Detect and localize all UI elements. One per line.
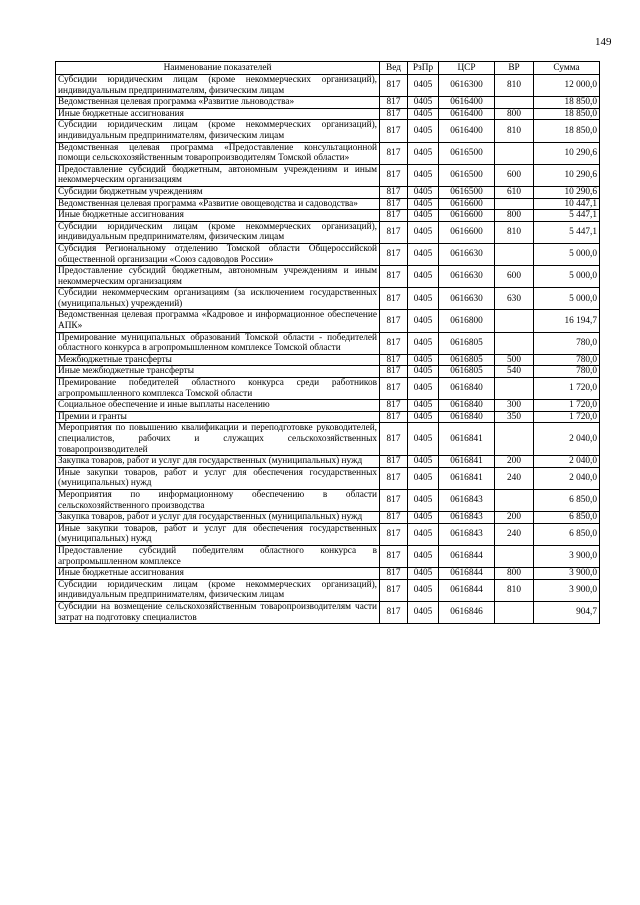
table-header-row: [56, 62, 600, 75]
row-ved: 817: [380, 198, 408, 210]
table-row: [56, 512, 600, 524]
row-csr: 0616805: [439, 354, 495, 366]
row-ved: 817: [380, 310, 408, 332]
row-ved: 817: [380, 400, 408, 412]
table-row: [56, 108, 600, 120]
row-vr: 800: [495, 568, 534, 580]
row-rzpr: 0405: [408, 601, 439, 623]
row-sum: 18 850,0: [534, 108, 600, 120]
row-rzpr: 0405: [408, 523, 439, 545]
table-row: [56, 332, 600, 354]
row-rzpr: 0405: [408, 186, 439, 198]
row-csr: 0616500: [439, 142, 495, 164]
row-name: Ведомственная целевая программа «Предоставление консультационной помощи сельскохозяйственным товаропроизводителям Томской области»: [56, 142, 380, 164]
row-vr: [495, 332, 534, 354]
row-csr: 0616844: [439, 545, 495, 567]
row-csr: 0616600: [439, 210, 495, 222]
row-rzpr: 0405: [408, 568, 439, 580]
row-name: Ведомственная целевая программа «Развитие овощеводства и садоводства»: [56, 198, 380, 210]
row-sum: 2 040,0: [534, 467, 600, 489]
row-ved: 817: [380, 288, 408, 310]
table-row: [56, 310, 600, 332]
row-sum: 1 720,0: [534, 378, 600, 400]
table-row: [56, 243, 600, 265]
row-vr: [495, 378, 534, 400]
table-row: [56, 221, 600, 243]
row-ved: 817: [380, 601, 408, 623]
row-vr: 800: [495, 108, 534, 120]
table-row: [56, 601, 600, 623]
row-vr: [495, 97, 534, 109]
header-ved: Вед: [380, 62, 408, 75]
table-row: [56, 354, 600, 366]
table-row: [56, 456, 600, 468]
table-row: [56, 523, 600, 545]
row-vr: [495, 601, 534, 623]
row-sum: 780,0: [534, 354, 600, 366]
row-rzpr: 0405: [408, 366, 439, 378]
row-name: Иные бюджетные ассигнования: [56, 210, 380, 222]
table-row: [56, 423, 600, 456]
row-rzpr: 0405: [408, 354, 439, 366]
header-name: Наименование показателей: [56, 62, 380, 75]
row-vr: [495, 243, 534, 265]
row-csr: 0616846: [439, 601, 495, 623]
row-sum: 3 900,0: [534, 579, 600, 601]
row-ved: 817: [380, 108, 408, 120]
row-csr: 0616600: [439, 221, 495, 243]
row-vr: [495, 310, 534, 332]
row-sum: 5 000,0: [534, 243, 600, 265]
row-rzpr: 0405: [408, 579, 439, 601]
row-vr: 200: [495, 512, 534, 524]
row-rzpr: 0405: [408, 164, 439, 186]
row-csr: 0616630: [439, 288, 495, 310]
row-name: Социальное обеспечение и иные выплаты населению: [56, 400, 380, 412]
row-name: Предоставление субсидий бюджетным, автономным учреждениям и иным некоммерческим организациям: [56, 164, 380, 186]
table-row: [56, 411, 600, 423]
row-rzpr: 0405: [408, 97, 439, 109]
row-sum: 12 000,0: [534, 75, 600, 97]
row-sum: 5 000,0: [534, 288, 600, 310]
row-ved: 817: [380, 221, 408, 243]
row-name: Иные закупки товаров, работ и услуг для обеспечения государственных (муниципальных) нужд: [56, 523, 380, 545]
row-ved: 817: [380, 332, 408, 354]
row-name: Субсидии некоммерческим организациям (за исключением государственных (муниципальных) учреждений): [56, 288, 380, 310]
row-ved: 817: [380, 378, 408, 400]
row-sum: 18 850,0: [534, 120, 600, 142]
row-vr: 600: [495, 266, 534, 288]
row-ved: 817: [380, 489, 408, 511]
row-csr: 0616805: [439, 366, 495, 378]
row-rzpr: 0405: [408, 75, 439, 97]
row-sum: 5 447,1: [534, 210, 600, 222]
row-csr: 0616843: [439, 489, 495, 511]
table-row: [56, 400, 600, 412]
row-name: Субсидии на возмещение сельскохозяйственным товаропроизводителям части затрат на подготовку специалистов: [56, 601, 380, 623]
row-rzpr: 0405: [408, 120, 439, 142]
row-name: Премирование муниципальных образований Томской области - победителей областного конкурса в агропромышленном комплексе Томской области: [56, 332, 380, 354]
row-name: Субсидии юридическим лицам (кроме некоммерческих организаций), индивидуальным предпринимателям, физическим лицам: [56, 75, 380, 97]
row-ved: 817: [380, 186, 408, 198]
row-csr: 0616843: [439, 523, 495, 545]
row-ved: 817: [380, 579, 408, 601]
row-ved: 817: [380, 164, 408, 186]
header-rzpr: РзПр: [408, 62, 439, 75]
row-ved: 817: [380, 423, 408, 456]
row-vr: [495, 423, 534, 456]
row-rzpr: 0405: [408, 400, 439, 412]
row-rzpr: 0405: [408, 108, 439, 120]
row-name: Субсидии юридическим лицам (кроме некоммерческих организаций), индивидуальным предпринимателям, физическим лицам: [56, 221, 380, 243]
row-name: Субсидии бюджетным учреждениям: [56, 186, 380, 198]
row-sum: 6 850,0: [534, 512, 600, 524]
row-name: Закупка товаров, работ и услуг для государственных (муниципальных) нужд: [56, 512, 380, 524]
row-csr: 0616300: [439, 75, 495, 97]
row-vr: 800: [495, 210, 534, 222]
table-row: [56, 545, 600, 567]
table-row: [56, 378, 600, 400]
row-rzpr: 0405: [408, 467, 439, 489]
row-csr: 0616843: [439, 512, 495, 524]
row-rzpr: 0405: [408, 266, 439, 288]
row-ved: 817: [380, 97, 408, 109]
table-row: [56, 120, 600, 142]
table-row: [56, 489, 600, 511]
row-vr: 810: [495, 579, 534, 601]
row-csr: 0616800: [439, 310, 495, 332]
row-vr: 500: [495, 354, 534, 366]
row-ved: 817: [380, 120, 408, 142]
row-vr: [495, 545, 534, 567]
row-sum: 10 447,1: [534, 198, 600, 210]
row-sum: 10 290,6: [534, 164, 600, 186]
row-rzpr: 0405: [408, 378, 439, 400]
row-ved: 817: [380, 243, 408, 265]
row-vr: 600: [495, 164, 534, 186]
row-rzpr: 0405: [408, 423, 439, 456]
row-name: Мероприятия по информационному обеспечению в области сельскохозяйственного производства: [56, 489, 380, 511]
row-sum: 5 000,0: [534, 266, 600, 288]
row-csr: 0616630: [439, 243, 495, 265]
row-csr: 0616841: [439, 467, 495, 489]
row-name: Ведомственная целевая программа «Развитие льноводства»: [56, 97, 380, 109]
row-csr: 0616841: [439, 423, 495, 456]
row-vr: 810: [495, 120, 534, 142]
row-rzpr: 0405: [408, 545, 439, 567]
row-csr: 0616400: [439, 108, 495, 120]
row-rzpr: 0405: [408, 198, 439, 210]
row-name: Премирование победителей областного конкурса среди работников агропромышленного комплекса Томской области: [56, 378, 380, 400]
row-sum: 6 850,0: [534, 489, 600, 511]
row-name: Предоставление субсидий победителям областного конкурса в агропромышленном комплексе: [56, 545, 380, 567]
table-row: [56, 198, 600, 210]
row-rzpr: 0405: [408, 332, 439, 354]
row-vr: [495, 142, 534, 164]
row-sum: 780,0: [534, 332, 600, 354]
table-row: [56, 568, 600, 580]
row-name: Иные межбюджетные трансферты: [56, 366, 380, 378]
row-csr: 0616844: [439, 568, 495, 580]
row-sum: 904,7: [534, 601, 600, 623]
row-ved: 817: [380, 411, 408, 423]
row-name: Иные бюджетные ассигнования: [56, 108, 380, 120]
row-vr: [495, 489, 534, 511]
table-row: [56, 366, 600, 378]
table-row: [56, 288, 600, 310]
row-sum: 18 850,0: [534, 97, 600, 109]
row-sum: 5 447,1: [534, 221, 600, 243]
row-rzpr: 0405: [408, 489, 439, 511]
row-sum: 780,0: [534, 366, 600, 378]
row-ved: 817: [380, 142, 408, 164]
row-csr: 0616844: [439, 579, 495, 601]
row-name: Ведомственная целевая программа «Кадровое и информационное обеспечение АПК»: [56, 310, 380, 332]
row-sum: 3 900,0: [534, 545, 600, 567]
row-name: Предоставление субсидий бюджетным, автономным учреждениям и иным некоммерческим организациям: [56, 266, 380, 288]
row-vr: 240: [495, 467, 534, 489]
row-sum: 2 040,0: [534, 456, 600, 468]
row-csr: 0616841: [439, 456, 495, 468]
row-vr: 610: [495, 186, 534, 198]
row-vr: [495, 198, 534, 210]
row-name: Закупка товаров, работ и услуг для государственных (муниципальных) нужд: [56, 456, 380, 468]
row-sum: 1 720,0: [534, 400, 600, 412]
row-csr: 0616600: [439, 198, 495, 210]
table-row: [56, 266, 600, 288]
row-name: Мероприятия по повышению квалификации и переподготовке руководителей, специалистов, рабочих и служащих сельскохозяйственных товаропроизводителей: [56, 423, 380, 456]
header-sum: Сумма: [534, 62, 600, 75]
row-csr: 0616840: [439, 400, 495, 412]
row-ved: 817: [380, 75, 408, 97]
row-name: Межбюджетные трансферты: [56, 354, 380, 366]
page-number: 149: [595, 36, 612, 48]
row-csr: 0616400: [439, 120, 495, 142]
row-csr: 0616840: [439, 411, 495, 423]
row-sum: 16 194,7: [534, 310, 600, 332]
row-vr: 350: [495, 411, 534, 423]
row-name: Иные закупки товаров, работ и услуг для обеспечения государственных (муниципальных) нужд: [56, 467, 380, 489]
row-csr: 0616840: [439, 378, 495, 400]
row-sum: 1 720,0: [534, 411, 600, 423]
row-name: Иные бюджетные ассигнования: [56, 568, 380, 580]
budget-table: [55, 61, 600, 624]
row-vr: 200: [495, 456, 534, 468]
header-vr: ВР: [495, 62, 534, 75]
table-row: [56, 186, 600, 198]
row-name: Субсидия Региональному отделению Томской области Общероссийской общественной организации «Союз садоводов России»: [56, 243, 380, 265]
row-csr: 0616630: [439, 266, 495, 288]
row-sum: 10 290,6: [534, 186, 600, 198]
table-row: [56, 164, 600, 186]
header-csr: ЦСР: [439, 62, 495, 75]
row-sum: 10 290,6: [534, 142, 600, 164]
row-rzpr: 0405: [408, 411, 439, 423]
row-rzpr: 0405: [408, 221, 439, 243]
row-ved: 817: [380, 545, 408, 567]
table-body: [56, 75, 600, 624]
row-rzpr: 0405: [408, 288, 439, 310]
row-name: Премии и гранты: [56, 411, 380, 423]
row-rzpr: 0405: [408, 210, 439, 222]
row-vr: 810: [495, 75, 534, 97]
row-csr: 0616805: [439, 332, 495, 354]
row-vr: 630: [495, 288, 534, 310]
row-ved: 817: [380, 210, 408, 222]
row-vr: 810: [495, 221, 534, 243]
row-name: Субсидии юридическим лицам (кроме некоммерческих организаций), индивидуальным предпринимателям, физическим лицам: [56, 120, 380, 142]
table-row: [56, 467, 600, 489]
row-sum: 2 040,0: [534, 423, 600, 456]
row-vr: 240: [495, 523, 534, 545]
table-row: [56, 210, 600, 222]
row-sum: 6 850,0: [534, 523, 600, 545]
table-row: [56, 142, 600, 164]
row-rzpr: 0405: [408, 310, 439, 332]
row-ved: 817: [380, 568, 408, 580]
row-ved: 817: [380, 266, 408, 288]
row-ved: 817: [380, 512, 408, 524]
row-vr: 540: [495, 366, 534, 378]
row-sum: 3 900,0: [534, 568, 600, 580]
row-ved: 817: [380, 523, 408, 545]
row-ved: 817: [380, 366, 408, 378]
row-ved: 817: [380, 354, 408, 366]
row-csr: 0616400: [439, 97, 495, 109]
row-rzpr: 0405: [408, 512, 439, 524]
row-rzpr: 0405: [408, 243, 439, 265]
table-row: [56, 75, 600, 97]
row-csr: 0616500: [439, 164, 495, 186]
row-ved: 817: [380, 456, 408, 468]
row-vr: 300: [495, 400, 534, 412]
row-csr: 0616500: [439, 186, 495, 198]
row-rzpr: 0405: [408, 142, 439, 164]
row-rzpr: 0405: [408, 456, 439, 468]
table-row: [56, 97, 600, 109]
row-name: Субсидии юридическим лицам (кроме некоммерческих организаций), индивидуальным предпринимателям, физическим лицам: [56, 579, 380, 601]
table-row: [56, 579, 600, 601]
row-ved: 817: [380, 467, 408, 489]
